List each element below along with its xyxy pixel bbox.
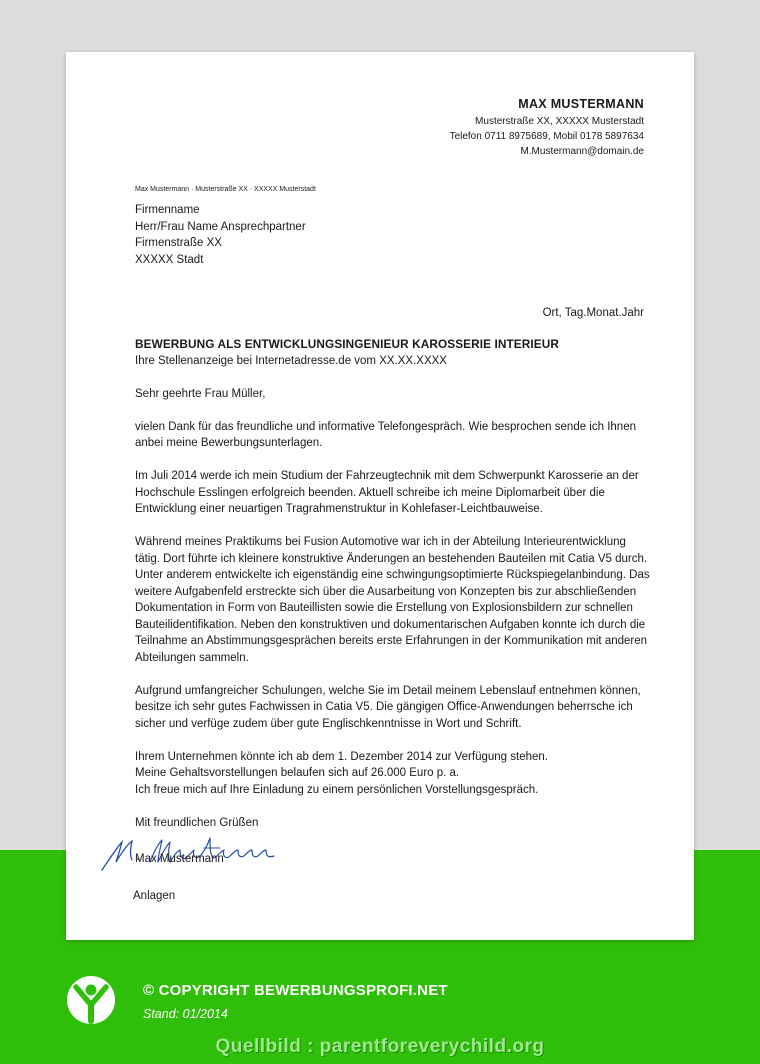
final-line-2: Meine Gehaltsvorstellungen belaufen sich auf 26.000 Euro p. a. — [135, 767, 460, 779]
sender-name: MAX MUSTERMANN — [518, 97, 644, 111]
stand-date: Stand: 01/2014 — [143, 1007, 228, 1021]
letter-reference: Ihre Stellenanzeige bei Internetadresse.de vom XX.XX.XXXX — [135, 354, 447, 367]
paragraph-3: Während meines Praktikums bei Fusion Automotive war ich in der Abteilung Interieurentwicklung tätig. Dort führte ich kleinere konstruktive Änderungen an bestehenden Bauteilen mit Catia V5 durch. Unter anderem entwickelte ich eigenständig eine schwingungsoptimierte Rückspiegelanbindung. Das weitere Aufgabenfeld erstreckte sich über die Ausarbeitung von Konzepten bis zur abschließenden Dokumentation in Form von Bauteillisten sowie die Erstellung von Explosionsbildern zur schnellen Bauteilidentifikation. Neben den konstruktiven und dokumentarischen Aufgaben konnte ich durch die Teilnahme an Abstimmungsgesprächen bereits erste Erfahrungen in der Kommunikation mit anderen Abteilungen sammeln. — [135, 536, 650, 664]
letter-body — [135, 336, 650, 798]
paragraph-4: Aufgrund umfangreicher Schulungen, welche Sie im Detail meinem Lebenslauf entnehmen können, besitze ich sehr gutes Fachwissen in Catia V5. Die gängigen Office-Anwendungen beherrsche ich sicher und verfüge zudem über gute Englischkenntnisse in Wort und Schrift. — [135, 684, 641, 730]
recipient-contact: Herr/Frau Name Ansprechpartner — [135, 220, 306, 233]
image-source-credit: Quellbild : parentforeverychild.org — [215, 1036, 545, 1057]
paragraph-1: vielen Dank für das freundliche und informative Telefongespräch. Wie besprochen sende ich Ihnen anbei meine Bewerbungsunterlagen. — [135, 420, 636, 449]
recipient-block — [135, 202, 306, 268]
recipient-city: XXXXX Stadt — [135, 253, 204, 266]
letter-date: Ort, Tag.Monat.Jahr — [542, 307, 644, 319]
final-line-1: Ihrem Unternehmen könnte ich ab dem 1. Dezember 2014 zur Verfügung stehen. — [135, 750, 548, 763]
sender-email: M.Mustermann@domain.de — [520, 146, 644, 157]
copyright-text: © COPYRIGHT BEWERBUNGSPROFI.NET — [143, 982, 448, 999]
recipient-company: Firmenname — [135, 204, 200, 216]
sender-phone: Telefon 0711 8975689, Mobil 0178 5897634 — [449, 131, 644, 142]
attachments-label: Anlagen — [133, 890, 176, 902]
letter-subject: BEWERBUNG ALS ENTWICKLUNGSINGENIEUR KAROSSERIE INTERIEUR — [135, 337, 559, 351]
signer-name: Max Mustermann — [135, 853, 224, 865]
letter-page — [66, 52, 694, 940]
recipient-street: Firmenstraße XX — [135, 237, 222, 249]
sender-address: Musterstraße XX, XXXXX Musterstadt — [475, 116, 644, 127]
person-arms-raised-icon — [66, 975, 116, 1025]
closing-phrase: Mit freundlichen Grüßen — [135, 817, 259, 829]
salutation: Sehr geehrte Frau Müller, — [135, 387, 266, 400]
return-address-line: Max Mustermann · Musterstraße XX · XXXXX Musterstadt — [135, 186, 316, 193]
final-line-3: Ich freue mich auf Ihre Einladung zu einem persönlichen Vorstellungsgespräch. — [135, 783, 539, 796]
paragraph-2: Im Juli 2014 werde ich mein Studium der Fahrzeugtechnik mit dem Schwerpunkt Karosserie an der Hochschule Esslingen erfolgreich beenden. Aktuell schreibe ich meine Diplomarbeit über die Entwicklung einer neuartigen Tragrahmenstruktur in Kohlefaser-Leichtbauweise. — [135, 470, 639, 515]
handwritten-signature — [100, 832, 280, 872]
sender-block — [450, 97, 644, 159]
